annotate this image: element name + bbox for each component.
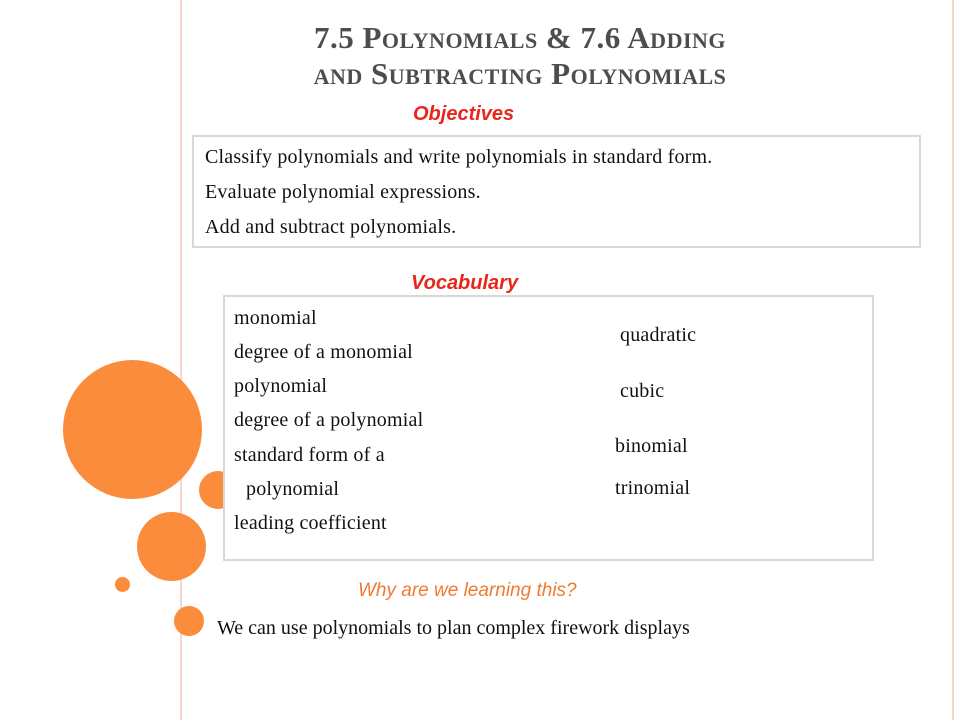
objective-item: Add and subtract polynomials.	[205, 216, 457, 238]
why-question: Why are we learning this?	[358, 580, 577, 601]
objective-item: Classify polynomials and write polynomials in standard form.	[205, 146, 713, 168]
vocab-term: monomial	[234, 307, 317, 329]
large-orange-circle	[63, 360, 202, 499]
vocab-term: leading coefficient	[234, 512, 387, 534]
objective-item: Evaluate polynomial expressions.	[205, 181, 481, 203]
vocab-term: degree of a monomial	[234, 341, 413, 363]
medium-orange-circle	[137, 512, 206, 581]
vocab-term: degree of a polynomial	[234, 409, 424, 431]
why-answer: We can use polynomials to plan complex firework displays	[217, 617, 690, 639]
right-divider-line	[952, 0, 954, 720]
vocabulary-heading: Vocabulary	[411, 272, 519, 294]
vocab-term: quadratic	[620, 324, 697, 346]
objectives-box	[192, 135, 921, 248]
slide-title-line-1: 7.5 Polynomials & 7.6 Adding	[313, 20, 727, 55]
slide-title	[190, 20, 850, 91]
vocab-term: cubic	[620, 380, 665, 402]
vocabulary-box	[223, 295, 874, 561]
vocab-term: trinomial	[615, 477, 691, 499]
vocab-term: polynomial	[246, 478, 340, 500]
bullet-orange-circle	[174, 606, 204, 636]
slide-title-line-2: and Subtracting Polynomials	[313, 55, 727, 91]
tiny-orange-circle	[115, 577, 130, 592]
vocab-term: standard form of a	[234, 444, 385, 466]
objectives-heading: Objectives	[413, 103, 515, 125]
vocab-term: binomial	[615, 435, 688, 457]
vocab-term: polynomial	[234, 375, 328, 397]
